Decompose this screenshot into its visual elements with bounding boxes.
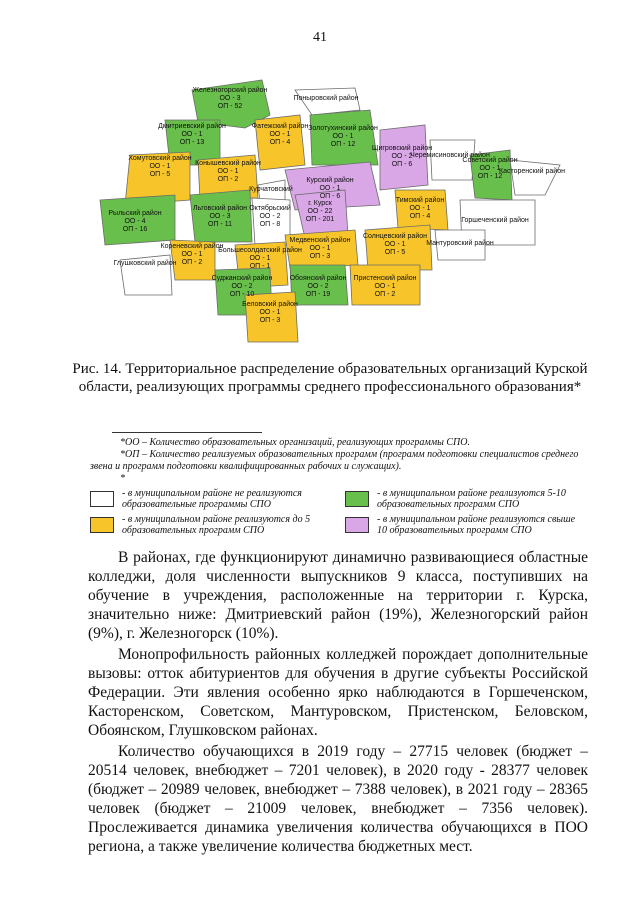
body-text [88,548,588,858]
paragraph: В районах, где функционируют динамично развивающиеся областные колледжи, доля численности выпускников 9 класса, поступивших на обучение в учреждения, расположенные на территории г. Курска, значительно ниже: Дмитриевский район (19%), Железногорский район (9%), г. Железногорск (10%). [88,549,588,642]
region-label: ОО - 2 [307,283,329,290]
region-label: Курчатовский [249,186,293,193]
region-label: Железногорский район [192,87,268,94]
legend-swatch-yellow [90,517,114,533]
footnote-divider [112,432,262,433]
region-label: ОП - 3 [309,253,331,260]
region-label: ОО - 1 [409,205,431,212]
footnote-oo: *ОО – Количество образовательных организаций, реализующих программы СПО. [120,437,470,448]
region-label: Мантуровский район [426,240,494,247]
region-label: ОО - 2 [391,153,413,160]
footnotes [90,437,590,485]
kursk-region-map [80,70,600,360]
region-label: ОП - 201 [305,216,335,223]
map-legend [90,488,590,540]
region-label: ОП - 10 [229,291,255,298]
region-label: ОО - 1 [332,133,354,140]
region-label: ОО - 1 [374,283,396,290]
region-label: ОО - 3 [209,213,231,220]
region-label: ОП - 4 [269,139,291,146]
region-label: Золотухинский район [308,125,378,132]
region-label: Хомутовский район [128,155,192,162]
region-label: Касторенский район [499,168,565,175]
region-label: Октябрьский [249,205,291,212]
region-label: ОП - 2 [374,291,396,298]
region-label: ОП - 16 [122,226,148,233]
region-label: Дмитриевский район [158,123,226,130]
region-label: ОО - 4 [124,218,146,225]
region-label: ОП - 1 [249,263,271,270]
region-label: ОО - 1 [217,168,239,175]
region-label: ОП - 2 [181,259,203,266]
region-label: Советский район [462,157,518,164]
region-label: ОП - 11 [208,221,232,228]
region-label: ОП - 3 [259,317,281,324]
legend-swatch-green [345,491,369,507]
region-label: ОО - 3 [219,95,241,102]
region-label: Обоянский район [289,275,347,282]
region-label: г. Курск [308,200,332,207]
region-label: Фатежский район [251,123,309,130]
region-label: ОП - 13 [179,139,205,146]
legend-text: - в муниципальном районе реализуются до 5 образовательных программ СПО [122,514,311,536]
region-label: ОП - 19 [305,291,331,298]
region-label: ОП - 8 [259,221,281,228]
region-label: ОО - 2 [259,213,281,220]
region-label: ОО - 2 [231,283,253,290]
region-label: Большесолдатский район [218,247,302,254]
legend-item-over10 [345,514,590,538]
region-label: Конышевский район [195,160,261,167]
region-label: Горшеченский район [461,217,529,224]
region-label: Глушковский район [113,260,177,267]
region-label: ОО - 1 [259,309,281,316]
region-label: Курский район [306,177,354,184]
region-label: ОП - 6 [319,193,341,200]
region-label: ОО - 1 [269,131,291,138]
map-region [510,160,560,195]
region-label: Рыльский район [108,210,162,217]
region-label: Тимский район [395,197,445,204]
region-label: ОП - 52 [217,103,243,110]
region-label: Поныровский район [293,95,359,102]
region-label: ОП - 12 [477,173,503,180]
footnote-star: * [120,473,125,484]
legend-text: - в муниципальном районе не реализуются образовательные программы СПО [122,488,302,510]
region-label: ОП - 6 [391,161,413,168]
region-label: Медвенский район [289,237,351,244]
region-label: ОО - 1 [181,131,203,138]
region-label: ОО - 1 [249,255,271,262]
region-label: ОП - 4 [409,213,431,220]
region-label: Беловский район [242,301,298,308]
legend-text: - в муниципальном районе реализуются 5-10 образовательных программ СПО [377,488,566,510]
legend-item-5-10 [345,488,590,512]
region-label: ОП - 12 [330,141,356,148]
region-label: ОП - 2 [217,176,239,183]
region-label: Солнцевский район [363,233,427,240]
region-label: ОП - 5 [384,249,406,256]
legend-item-upto5 [90,514,335,538]
figure-caption: Рис. 14. Территориальное распределение образовательных организаций Курской области, реализующих программы среднего профессионального образования* [72,361,588,395]
region-label: Кореневский район [160,243,224,250]
region-label: ОО - 1 [309,245,331,252]
legend-swatch-white [90,491,114,507]
region-label: ОО - 22 [307,208,333,215]
region-label: Льговский район [193,205,247,212]
region-label: Черемисиновский район [410,152,490,159]
region-label: ОП - 5 [149,171,171,178]
paragraph: Монопрофильность районных колледжей порождает дополнительные вызовы: отток абитуриентов для обучения в другие субъекты Российской Федерации. Эти явления особенно ярко наблюдаются в Горшеченском, Касторенском, Советском, Мантуровском, Пристенском, Беловском, Обоянском, Глушковском районах. [88,646,588,739]
page-number: 41 [313,30,327,45]
legend-item-none [90,488,335,512]
legend-text: - в муниципальном районе реализуются свыше 10 образовательных программ СПО [377,514,576,536]
region-label: Суджанский район [211,275,273,282]
region-label: ОО - 1 [181,251,203,258]
region-label: ОО - 1 [384,241,406,248]
paragraph: Количество обучающихся в 2019 году – 27715 человек (бюджет – 20514 человек, внебюджет – 7201 человек), в 2020 году - 28377 человек (бюджет – 20989 человек, внебюджет – 7388 человек), в 2021 году – 28365 человек (бюджет – 21009 человек, внебюджет – 7356 человек). Прослеживается динамика увеличения количества обучающихся в ПОО региона, а также увеличение количества бюджетных мест. [88,743,588,855]
region-label: Пристенский район [353,275,417,282]
region-label: Щигровский район [371,145,433,152]
region-label: ОО - 1 [319,185,341,192]
legend-swatch-purple [345,517,369,533]
region-label: ОО - 1 [479,165,501,172]
region-label: ОО - 1 [149,163,171,170]
footnote-op: *ОП – Количество реализуемых образовательных программ (программ подготовки специалистов среднего звена и программ подготовки квалифицированных рабочих и служащих). [90,449,579,472]
